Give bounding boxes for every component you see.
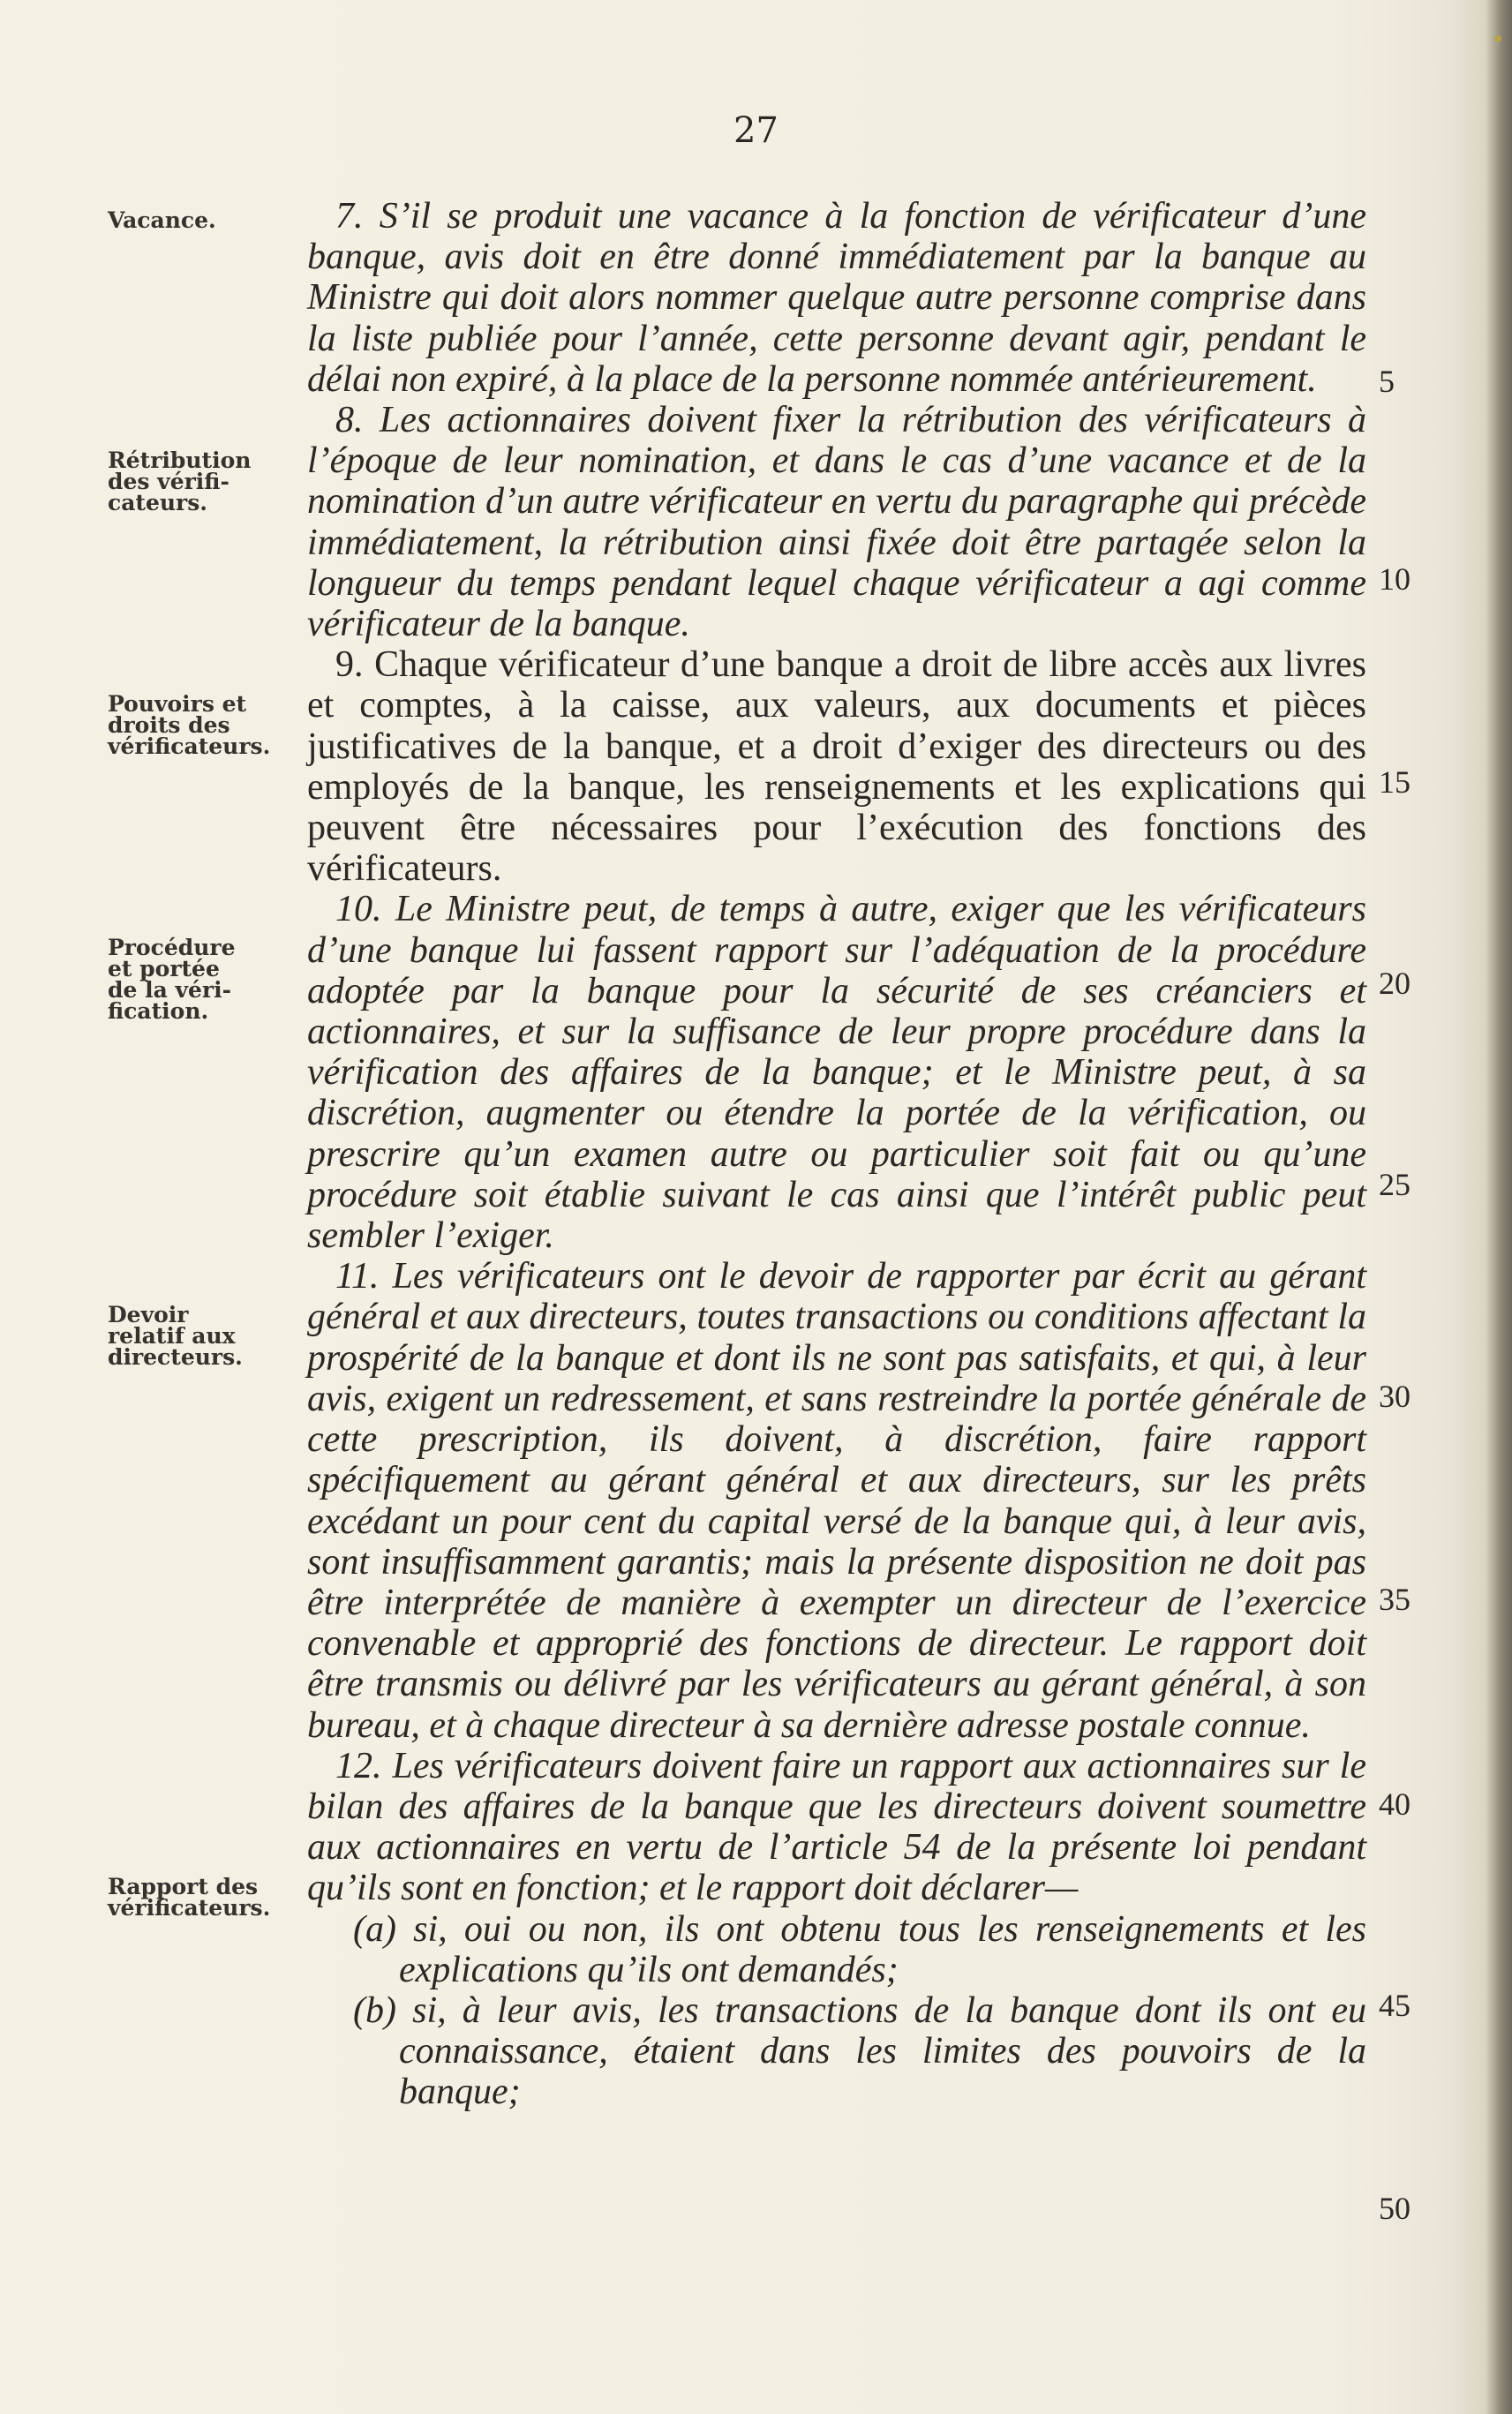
section-11: 11. Les vérificateurs ont le devoir de rapporter par écrit au gérant général et aux directeurs, toutes transactions ou conditions affectant la prospérité de la banque et dont ils ne sont pas satisfaits, et qui, à leur avis, exigent un redressement, et sans restreindre la portée générale de cette prescription, ils doivent, à discrétion, faire rapport spécifiquement au gérant général et aux directeurs, sur les prêts excédant un pour cent du capital versé de la banque qui, à leur avis, sont insuffisamment garantis; mais la présente disposition ne doit pas être interprétée de manière à exempter un directeur de l’exercice convenable et approprié des fonctions de directeur. Le rapport doit être transmis ou délivré par les vérificateurs au gérant général, à son bureau, et à chaque directeur à sa dernière adresse postale connue. xyxy=(307,1256,1366,1746)
margin-note-procedure: Procédure et portée de la véri- fication. xyxy=(108,935,236,1024)
margin-note-rapport: Rapport des vérificateurs. xyxy=(108,1874,271,1921)
section-12-clause-b: (b) si, à leur avis, les transactions de la banque dont ils ont eu connaissance, étaient dans les limites des pouvoirs de la banque; xyxy=(353,1989,1366,2113)
section-8: 8. Les actionnaires doivent fixer la rétribution des vérificateurs à l’époque de leur nomination, et dans le cas d’une vacance et de la nomination d’un autre vérificateur en vertu du paragraphe qui précède immédiatement, la rétribution ainsi fixée doit être partagée selon la longueur du temps pendant lequel chaque vérificateur a agi comme vérificateur de la banque. xyxy=(307,400,1366,645)
page-edge-shadow xyxy=(1486,0,1512,2414)
line-number: 25 xyxy=(1379,1167,1410,1202)
section-9: 9. Chaque vérificateur d’une banque a droit de libre accès aux livres et comptes, à la caisse, aux valeurs, aux documents et pièces justificatives de la banque, et a droit d’exiger des directeurs ou des employés de la banque, les renseignements et les explications qui peuvent être nécessaires pour l’exécution des fonctions des vérificateurs. xyxy=(307,644,1366,890)
body-text xyxy=(307,196,1366,2113)
section-12-clause-a: (a) si, oui ou non, ils ont obtenu tous les renseignements et les explications qu’ils ont demandés; xyxy=(353,1908,1366,1990)
margin-note-retribution: Rétribution des vérifi- cateurs. xyxy=(108,447,252,515)
margin-note-pouvoirs: Pouvoirs et droits des vérificateurs. xyxy=(108,691,271,759)
line-number: 40 xyxy=(1379,1786,1410,1822)
line-number: 20 xyxy=(1379,966,1410,1001)
line-number: 35 xyxy=(1379,1582,1410,1617)
paper-spot xyxy=(1494,35,1501,42)
line-number: 15 xyxy=(1379,764,1410,800)
line-number: 10 xyxy=(1379,561,1410,597)
margin-note-devoir: Devoir relatif aux directeurs. xyxy=(108,1302,243,1370)
margin-note-vacance: Vacance. xyxy=(108,207,216,233)
line-number: 45 xyxy=(1379,1988,1410,2023)
section-10: 10. Le Ministre peut, de temps à autre, exiger que les vérificateurs d’une banque lui fassent rapport sur l’adéquation de la procédure adoptée par la banque pour la sécurité de ses créanciers et actionnaires, et sur la suffisance de leur propre procédure dans la vérification des affaires de la banque; et le Ministre peut, à sa discrétion, augmenter ou étendre la portée de la vérification, ou prescrire qu’un examen autre ou particulier soit fait ou qu’une procédure soit établie suivant le cas ainsi que l’intérêt public peut sembler l’exiger. xyxy=(307,889,1366,1257)
line-number: 5 xyxy=(1379,364,1395,399)
page-number: 27 xyxy=(733,110,779,151)
line-number: 50 xyxy=(1379,2191,1410,2226)
section-12: 12. Les vérificateurs doivent faire un rapport aux actionnaires sur le bilan des affaires de la banque que les directeurs doivent soumettre aux actionnaires en vertu de l’article 54 de la présente loi pendant qu’ils sont en fonction; et le rapport doit déclarer— xyxy=(307,1745,1366,1909)
section-7: 7. S’il se produit une vacance à la fonction de vérificateur d’une banque, avis doit en être donné immédiatement par la banque au Ministre qui doit alors nommer quelque autre personne comprise dans la liste publiée pour l’année, cette personne devant agir, pendant le délai non expiré, à la place de la personne nommée antérieurement. xyxy=(307,196,1366,400)
line-number: 30 xyxy=(1379,1379,1410,1414)
